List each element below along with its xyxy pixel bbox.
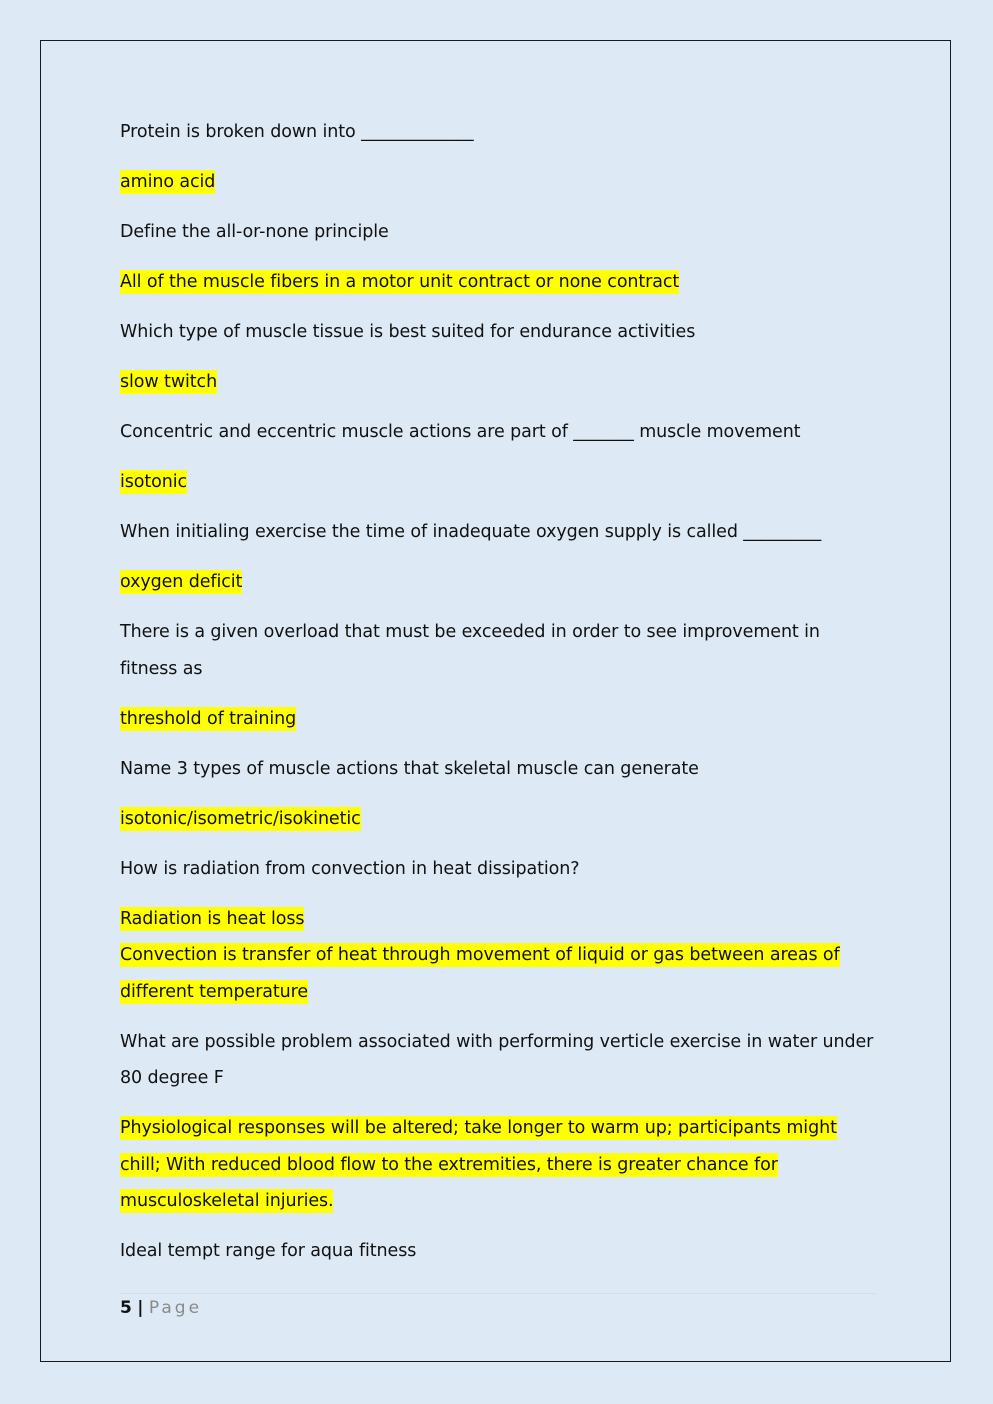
- answer-text: slow twitch: [120, 372, 218, 392]
- answer-text: amino acid: [120, 172, 216, 192]
- question-text: There is a given overload that must be exceeded in order to see improvement in fitness as: [120, 622, 820, 679]
- question-text: Protein is broken down into _____________: [120, 122, 474, 142]
- question-text: When initialing exercise the time of inadequate oxygen supply is called _________: [120, 522, 822, 542]
- answer-text: oxygen deficit: [120, 572, 243, 592]
- question-text: Define the all-or-none principle: [120, 222, 389, 242]
- question-text: Concentric and eccentric muscle actions are part of _______ muscle movement: [120, 422, 801, 442]
- question-text: What are possible problem associated with performing verticle exercise in water under 80 degree F: [120, 1031, 874, 1088]
- page-number: 5: [120, 1298, 132, 1318]
- page-label: Page: [148, 1298, 203, 1318]
- document-body: [120, 114, 880, 1283]
- answer-text: isotonic/isometric/isokinetic: [120, 808, 361, 829]
- answer-text: Radiation is heat loss: [120, 908, 305, 929]
- question-text: How is radiation from convection in heat dissipation?: [120, 858, 580, 879]
- question-text: Which type of muscle tissue is best suited for endurance activities: [120, 322, 696, 342]
- answer-text: isotonic: [120, 472, 188, 492]
- answer-text: Physiological responses will be altered; take longer to warm up; participants might chill; With reduced blood flow to the extremities, there is greater chance for musculoskeletal injuries.: [120, 1118, 837, 1211]
- footer-separator: |: [137, 1298, 144, 1318]
- answer-text: threshold of training: [120, 708, 297, 729]
- answer-text: All of the muscle fibers in a motor unit contract or none contract: [120, 272, 680, 292]
- answer-text: Convection is transfer of heat through movement of liquid or gas between areas of different temperature: [120, 945, 840, 1002]
- page-footer: [120, 1296, 202, 1320]
- footer-divider: [120, 1293, 876, 1294]
- question-text: Ideal tempt range for aqua fitness: [120, 1241, 417, 1261]
- question-text: Name 3 types of muscle actions that skeletal muscle can generate: [120, 758, 699, 779]
